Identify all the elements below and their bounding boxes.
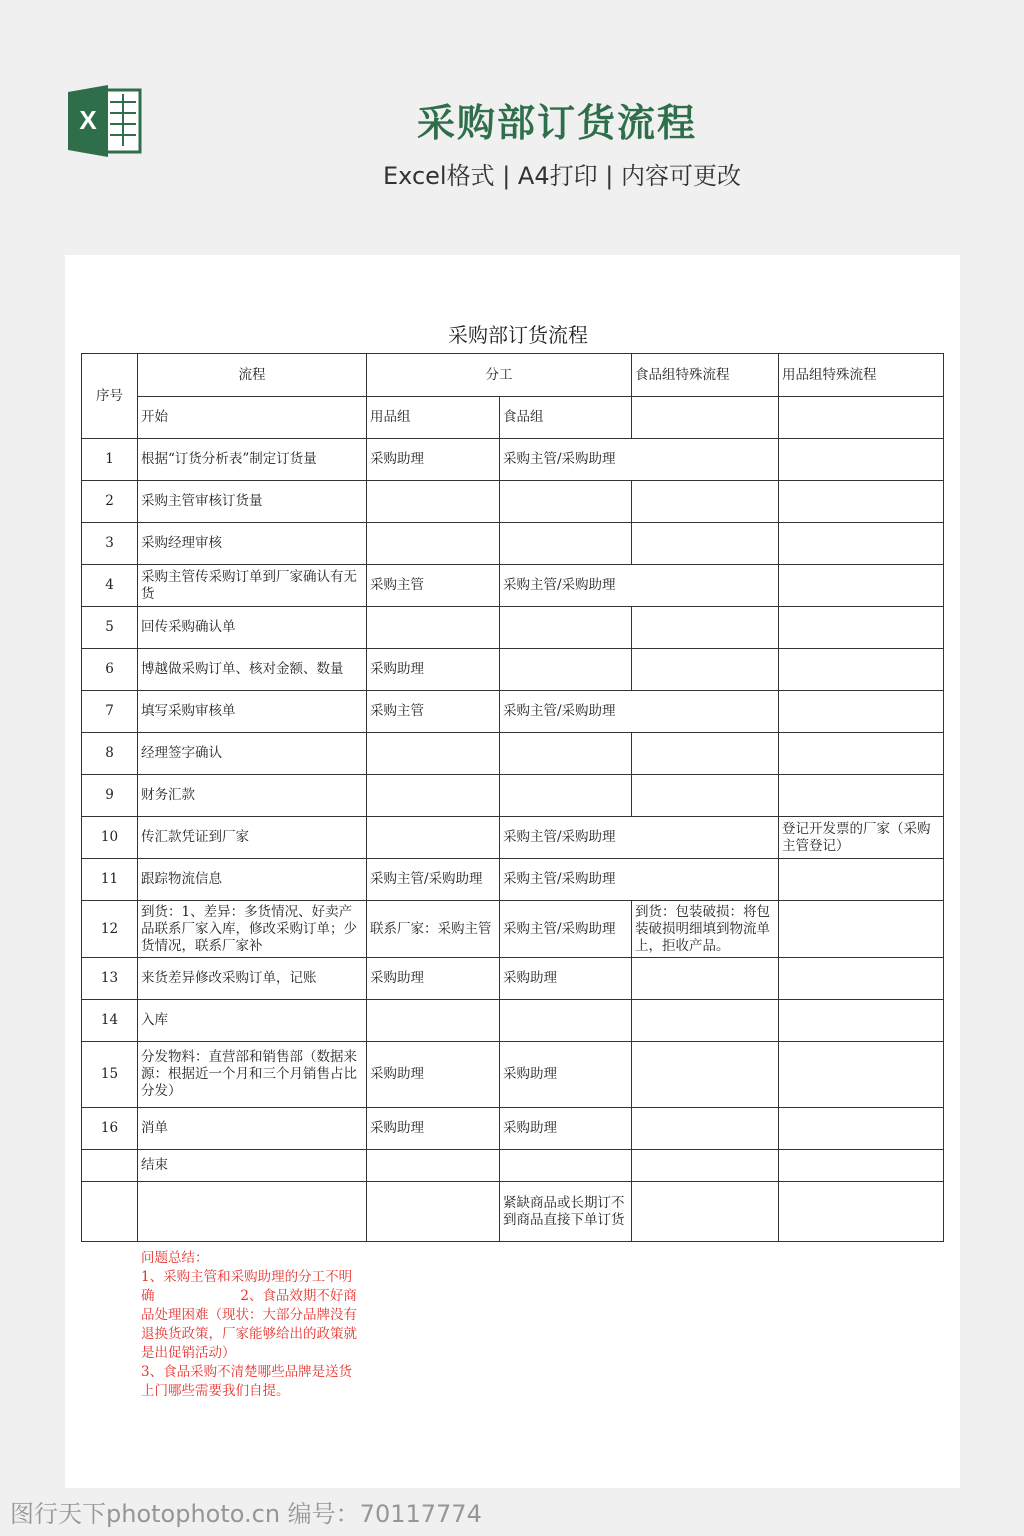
header: [0, 0, 1024, 240]
food-cell: 采购助理: [500, 1108, 632, 1150]
supplies-cell: 采购主管/采购助理: [367, 859, 500, 901]
end-cell: 结束: [138, 1150, 367, 1182]
process-table: [81, 353, 944, 1242]
document-sheet: [65, 255, 960, 1488]
supplies-cell: 采购主管: [367, 691, 500, 733]
table-row: 1 根据“订货分析表”制定订货量 采购助理 采购主管/采购助理: [82, 439, 944, 481]
table-header-row: [82, 354, 944, 397]
food-cell: 采购主管/采购助理: [500, 817, 779, 859]
header-food-group: 食品组: [500, 397, 632, 439]
food-cell: 采购主管/采购助理: [500, 859, 779, 901]
watermark: 图行天下photophoto.cn 编号：70117774: [10, 1500, 482, 1528]
header-supplies-special: 用品组特殊流程: [779, 354, 944, 397]
table-row: 12 到货：1、差异：多货情况、好卖产品联系厂家入库，修改采购订单；少货情况，联系厂家补 联系厂家：采购主管 采购主管/采购助理 到货：包装破损：将包装破损明细填到物流单上，拒收产品。: [82, 901, 944, 958]
table-row: 2 采购主管审核订货量: [82, 481, 944, 523]
food-cell: 采购助理: [500, 958, 632, 1000]
process-cell: 消单: [138, 1108, 367, 1150]
process-cell: 根据“订货分析表”制定订货量: [138, 439, 367, 481]
table-row: 10 传汇款凭证到厂家 采购主管/采购助理 登记开发票的厂家（采购主管登记）: [82, 817, 944, 859]
table-subheader-row: [82, 397, 944, 439]
table-row: 5 回传采购确认单: [82, 607, 944, 649]
table-row: 11 跟踪物流信息 采购主管/采购助理 采购主管/采购助理: [82, 859, 944, 901]
page-title: 采购部订货流程: [416, 101, 697, 145]
process-cell: 到货：1、差异：多货情况、好卖产品联系厂家入库，修改采购订单；少货情况，联系厂家补: [138, 901, 367, 958]
end-row: [82, 1150, 944, 1182]
process-cell: 入库: [138, 1000, 367, 1042]
supplies-cell: 采购助理: [367, 1042, 500, 1108]
process-cell: 财务汇款: [138, 775, 367, 817]
process-cell: 采购经理审核: [138, 523, 367, 565]
table-row: 9 财务汇款: [82, 775, 944, 817]
table-row: 8 经理签字确认: [82, 733, 944, 775]
page-subtitle: Excel格式 | A4打印 | 内容可更改: [383, 162, 741, 190]
process-cell: 回传采购确认单: [138, 607, 367, 649]
header-supplies-group: 用品组: [367, 397, 500, 439]
process-cell: 跟踪物流信息: [138, 859, 367, 901]
extra-row: [82, 1182, 944, 1242]
process-cell: 经理签字确认: [138, 733, 367, 775]
table-row: 13 来货差异修改采购订单，记账 采购助理 采购助理: [82, 958, 944, 1000]
extra-note-cell: 紧缺商品或长期订不到商品直接下单订货: [500, 1182, 632, 1242]
problem-summary: 问题总结： 1、采购主管和采购助理的分工不明确 2、食品效期不好商品处理困难（现状：大部分品牌没有退换货政策，厂家能够给出的政策就是出促销活动） 3、食品采购不清楚哪些品牌是送货上门哪些需要我们自提。: [141, 1250, 357, 1399]
process-cell: 采购主管传采购订单到厂家确认有无货: [138, 565, 367, 607]
header-food-special: 食品组特殊流程: [632, 354, 779, 397]
supplies-cell: 采购助理: [367, 649, 500, 691]
process-cell: 填写采购审核单: [138, 691, 367, 733]
supplies-cell: 联系厂家：采购主管: [367, 901, 500, 958]
table-row: 3 采购经理审核: [82, 523, 944, 565]
supplies-special-cell: 登记开发票的厂家（采购主管登记）: [779, 817, 944, 859]
header-seq: 序号: [82, 354, 138, 439]
food-cell: 采购主管/采购助理: [500, 691, 779, 733]
table-row: 4 采购主管传采购订单到厂家确认有无货 采购主管 采购主管/采购助理: [82, 565, 944, 607]
table-row: 14 入库: [82, 1000, 944, 1042]
process-cell: 博越做采购订单、核对金额、数量: [138, 649, 367, 691]
svg-text:X: X: [79, 105, 97, 135]
supplies-cell: 采购助理: [367, 1108, 500, 1150]
process-cell: 采购主管审核订货量: [138, 481, 367, 523]
process-cell: 分发物料：直营部和销售部（数据来源：根据近一个月和三个月销售占比分发）: [138, 1042, 367, 1108]
supplies-cell: 采购助理: [367, 958, 500, 1000]
table-row: 15 分发物料：直营部和销售部（数据来源：根据近一个月和三个月销售占比分发） 采购助理 采购助理: [82, 1042, 944, 1108]
process-cell: 来货差异修改采购订单，记账: [138, 958, 367, 1000]
food-cell: 采购助理: [500, 1042, 632, 1108]
start-cell: 开始: [138, 397, 367, 439]
document-title: 采购部订货流程: [448, 323, 588, 347]
supplies-cell: 采购助理: [367, 439, 500, 481]
food-cell: 采购主管/采购助理: [500, 565, 779, 607]
supplies-cell: 采购主管: [367, 565, 500, 607]
table-row: 7 填写采购审核单 采购主管 采购主管/采购助理: [82, 691, 944, 733]
header-process: 流程: [138, 354, 367, 397]
process-cell: 传汇款凭证到厂家: [138, 817, 367, 859]
table-row: 6 博越做采购订单、核对金额、数量 采购助理: [82, 649, 944, 691]
food-special-cell: 到货：包装破损：将包装破损明细填到物流单上，拒收产品。: [632, 901, 779, 958]
supplies-special-cell: [779, 439, 944, 481]
food-cell: 采购主管/采购助理: [500, 439, 779, 481]
food-cell: 采购主管/采购助理: [500, 901, 632, 958]
header-division: 分工: [367, 354, 632, 397]
table-row: 16 消单 采购助理 采购助理: [82, 1108, 944, 1150]
